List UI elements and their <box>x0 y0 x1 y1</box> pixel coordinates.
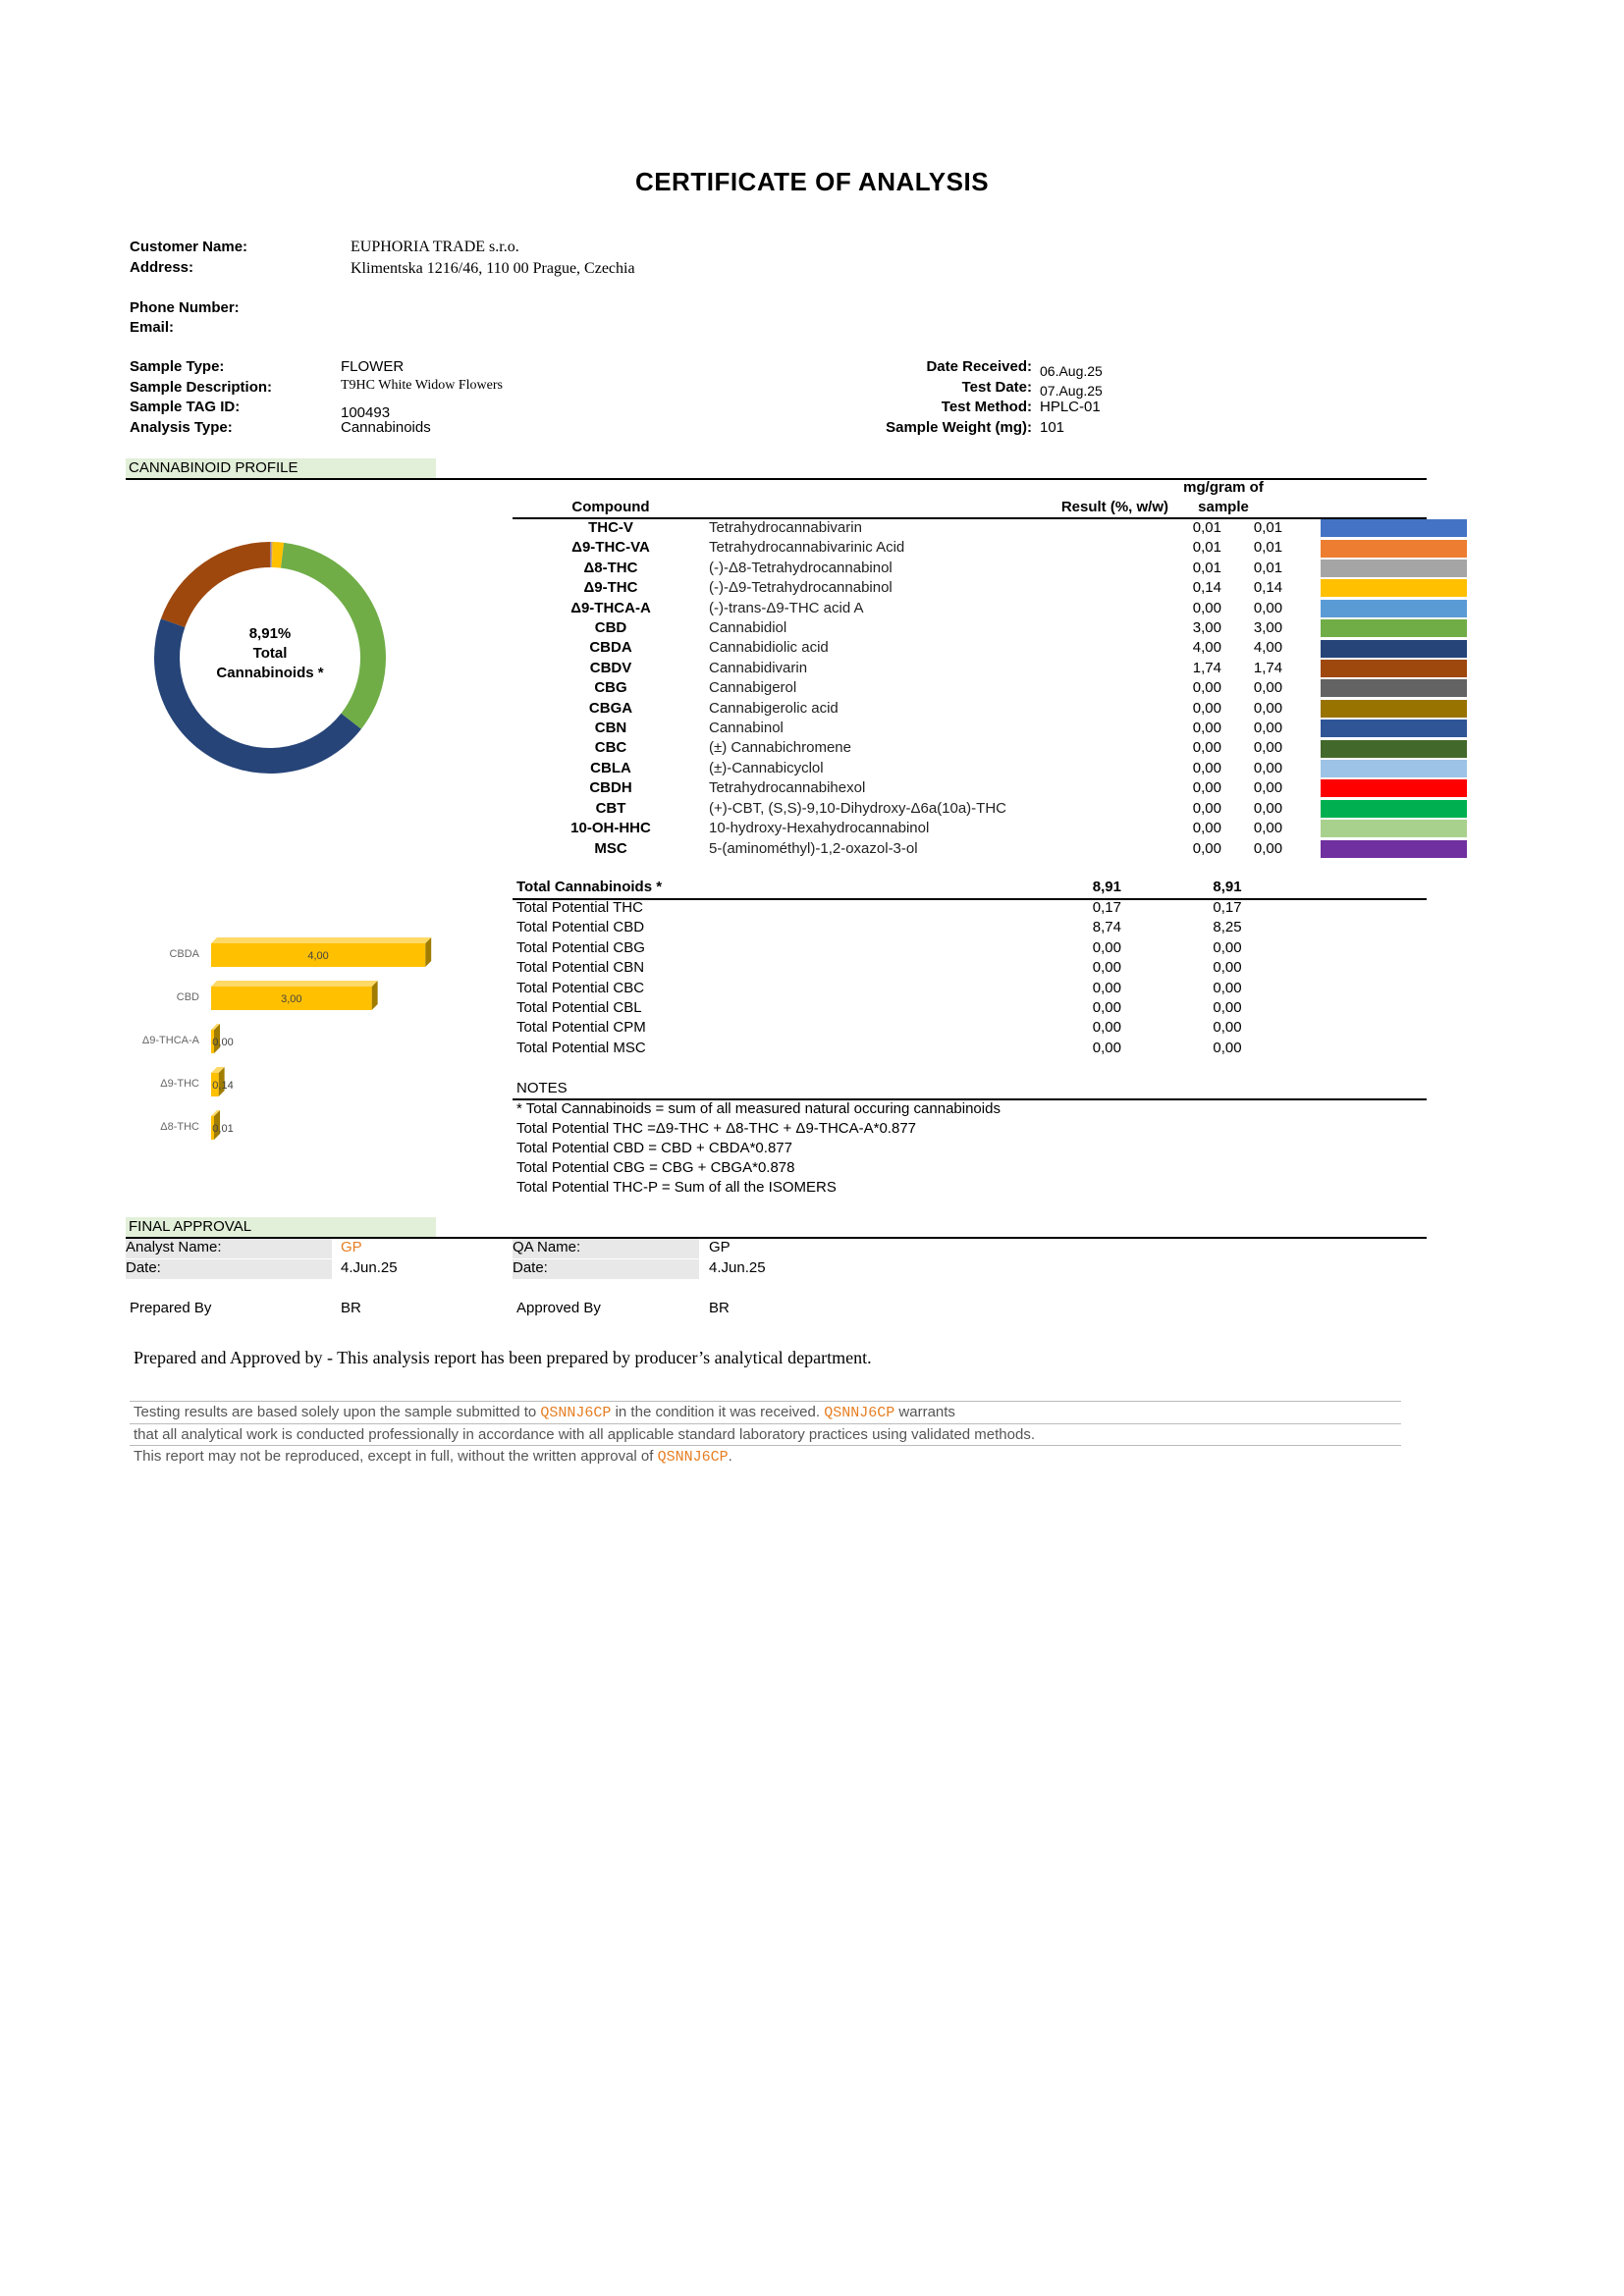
compound-row <box>513 659 1467 678</box>
compound-result: 0,00 <box>1192 839 1221 857</box>
compound-mg: 0,01 <box>1253 519 1283 536</box>
compound-result: 0,00 <box>1192 720 1221 737</box>
result-header: Result (%, w/w) <box>1060 499 1168 515</box>
test-date-label: Test Date: <box>961 379 1032 396</box>
compound-result: 1,74 <box>1192 659 1221 676</box>
compound-color-swatch <box>1315 719 1467 738</box>
compound-name: Tetrahydrocannabihexol <box>709 779 866 797</box>
potential-label: Total Potential CBC <box>516 979 645 996</box>
compound-result: 0,00 <box>1192 599 1221 616</box>
qa-name-label: QA Name: <box>513 1239 699 1258</box>
bar-category-label: CBD <box>176 991 199 1003</box>
potentials-list <box>516 898 1302 1058</box>
compound-name: Cannabigerolic acid <box>709 699 839 717</box>
compound-mg: 0,14 <box>1253 579 1283 597</box>
footer-brand-2: QSNNJ6CP <box>824 1405 895 1421</box>
compound-mg: 0,00 <box>1253 699 1283 717</box>
note-line: Total Potential THC =Δ9-THC + Δ8-THC + Δ9-THCA-A*0.877 <box>516 1120 916 1137</box>
compound-result: 0,00 <box>1192 799 1221 817</box>
potential-result: 8,74 <box>1092 919 1121 936</box>
prepared-by: BR <box>341 1300 361 1316</box>
compound-row <box>513 578 1467 598</box>
potential-row <box>516 998 1302 1018</box>
potential-row <box>516 918 1302 937</box>
compound-result: 0,00 <box>1192 820 1221 837</box>
email-label: Email: <box>130 319 175 336</box>
sample-weight: 101 <box>1040 419 1065 436</box>
footer-line-1-c: warrants <box>894 1404 955 1420</box>
potential-label: Total Potential CBN <box>516 959 645 977</box>
potential-row <box>516 958 1302 978</box>
potential-label: Total Potential MSC <box>516 1039 646 1056</box>
compound-color-swatch <box>1315 638 1467 658</box>
compound-name: (±)-Cannabicyclol <box>709 759 824 776</box>
sample-type: FLOWER <box>341 358 405 375</box>
footer-rule-bottom <box>130 1445 1401 1446</box>
bar-top <box>211 937 431 943</box>
sample-tag-label: Sample TAG ID: <box>130 399 241 415</box>
compound-mg: 0,01 <box>1253 559 1283 576</box>
donut-slice-CBDV <box>161 542 270 627</box>
footer <box>134 1402 1035 1468</box>
footer-line-3 <box>134 1446 1035 1468</box>
compound-row <box>513 599 1467 618</box>
potential-mg: 0,00 <box>1213 1039 1242 1056</box>
compound-header: Compound <box>571 499 650 515</box>
compound-row <box>513 738 1467 758</box>
note-line: * Total Cannabinoids = sum of all measured natural occuring cannabinoids <box>516 1100 1001 1117</box>
total-cannabinoids-label: Total Cannabinoids * <box>516 879 663 895</box>
analysis-type: Cannabinoids <box>341 419 431 436</box>
customer-name: EUPHORIA TRADE s.r.o. <box>351 239 519 255</box>
compound-name: (+)-CBT, (S,S)-9,10-Dihydroxy-Δ6a(10a)-THC <box>709 799 1006 817</box>
compound-color-swatch <box>1315 659 1467 678</box>
page-title: CERTIFICATE OF ANALYSIS <box>634 167 990 196</box>
footer-line-1-a: Testing results are based solely upon the sample submitted to <box>134 1404 541 1420</box>
compound-color-swatch <box>1315 599 1467 618</box>
compound-name: Cannabinol <box>709 720 784 737</box>
compound-color-swatch <box>1315 678 1467 698</box>
potential-result: 0,00 <box>1092 1039 1121 1056</box>
compound-row <box>513 699 1467 719</box>
total-mg: 8,91 <box>1213 879 1242 895</box>
footer-brand-1: QSNNJ6CP <box>540 1405 612 1421</box>
compound-code: CBDA <box>589 639 632 657</box>
compound-color-swatch <box>1315 799 1467 819</box>
compound-code: Δ9-THCA-A <box>570 599 651 616</box>
compound-result: 0,01 <box>1192 519 1221 536</box>
bar-value-label: 0,00 <box>212 1037 234 1048</box>
compound-row <box>513 719 1467 738</box>
potential-mg: 8,25 <box>1213 919 1242 936</box>
compound-name: Cannabigerol <box>709 679 797 697</box>
compound-name: 5-(aminométhyl)-1,2-oxazol-3-ol <box>709 839 918 857</box>
potential-row <box>516 938 1302 958</box>
compound-color-swatch <box>1315 778 1467 798</box>
qa-name: GP <box>709 1239 731 1255</box>
compound-name: Cannabidivarin <box>709 659 808 676</box>
analyst-name: GP <box>341 1239 362 1255</box>
compound-result: 0,01 <box>1192 539 1221 557</box>
footer-line-1-b: in the condition it was received. <box>611 1404 825 1420</box>
footer-line-3-b: . <box>728 1448 732 1465</box>
compound-result: 0,00 <box>1192 679 1221 697</box>
bar-value-label: 4,00 <box>307 950 329 962</box>
compound-color-swatch <box>1315 559 1467 578</box>
approved-by: BR <box>709 1300 730 1316</box>
customer-name-label: Customer Name: <box>130 239 248 255</box>
compound-name: Tetrahydrocannabivarinic Acid <box>709 539 905 557</box>
potential-result: 0,00 <box>1092 938 1121 956</box>
compound-mg: 3,00 <box>1253 619 1283 637</box>
bar-value-label: 0,01 <box>212 1123 234 1135</box>
compound-row <box>513 839 1467 859</box>
compound-code: CBDH <box>589 779 632 797</box>
compound-row <box>513 678 1467 698</box>
potential-label: Total Potential CBL <box>516 998 642 1016</box>
notes-header: NOTES <box>516 1080 568 1096</box>
footer-line-2: that all analytical work is conducted professionally in accordance with all applicable standard laboratory practices using validated methods. <box>134 1426 1036 1443</box>
potential-mg: 0,00 <box>1213 938 1242 956</box>
donut-center-line3: Cannabinoids * <box>216 665 324 681</box>
address: Klimentska 1216/46, 110 00 Prague, Czechia <box>351 260 635 277</box>
compound-color-swatch <box>1315 618 1467 638</box>
potential-result: 0,00 <box>1092 998 1121 1016</box>
compound-code: CBT <box>595 799 626 817</box>
footer-brand-3: QSNNJ6CP <box>657 1449 729 1466</box>
footer-line-3-a: This report may not be reproduced, except in full, without the written approval of <box>134 1448 658 1465</box>
compound-code: CBN <box>594 720 627 737</box>
note-line: Total Potential THC-P = Sum of all the ISOMERS <box>516 1179 837 1196</box>
compound-row <box>513 799 1467 819</box>
compound-code: CBDV <box>589 659 632 676</box>
footer-rule-mid <box>130 1423 1401 1424</box>
compound-name: (-)-Δ8-Tetrahydrocannabinol <box>709 559 893 576</box>
compound-color-swatch <box>1315 738 1467 758</box>
compound-color-swatch <box>1315 578 1467 598</box>
note-line: Total Potential CBG = CBG + CBGA*0.878 <box>516 1159 795 1176</box>
bar-category-label: Δ8-THC <box>160 1121 199 1133</box>
note-line: Total Potential CBD = CBD + CBDA*0.877 <box>516 1140 792 1156</box>
compound-mg: 0,00 <box>1253 720 1283 737</box>
analyst-name-label: Analyst Name: <box>126 1239 332 1258</box>
compound-code: CBG <box>594 679 627 697</box>
compound-mg: 0,00 <box>1253 820 1283 837</box>
compound-result: 4,00 <box>1192 639 1221 657</box>
test-date: 07.Aug.25 <box>1040 383 1103 399</box>
compound-name: (-)-Δ9-Tetrahydrocannabinol <box>709 579 893 597</box>
bar-category-label: Δ9-THC <box>160 1078 199 1090</box>
potential-mg: 0,00 <box>1213 959 1242 977</box>
final-approval-header: FINAL APPROVAL <box>126 1217 436 1238</box>
compound-row <box>513 778 1467 798</box>
date-received: 06.Aug.25 <box>1040 363 1103 379</box>
compound-color-swatch <box>1315 538 1467 558</box>
compound-row <box>513 559 1467 578</box>
qa-date: 4.Jun.25 <box>709 1259 766 1276</box>
compound-mg: 0,01 <box>1253 539 1283 557</box>
compound-code: CBD <box>594 619 627 637</box>
compound-name: 10-hydroxy-Hexahydrocannabinol <box>709 820 930 837</box>
address-label: Address: <box>130 259 194 276</box>
compound-code: THC-V <box>588 519 633 536</box>
mg-header-line1: mg/gram of <box>1183 479 1264 496</box>
donut-center-value: 8,91% <box>248 625 292 642</box>
compound-color-swatch <box>1315 518 1467 538</box>
potential-mg: 0,00 <box>1213 1019 1242 1037</box>
compound-mg: 0,00 <box>1253 799 1283 817</box>
compound-mg: 0,00 <box>1253 839 1283 857</box>
compound-name: Cannabidiol <box>709 619 787 637</box>
compound-result: 0,00 <box>1192 779 1221 797</box>
donut-center-line2: Total <box>252 645 288 662</box>
compound-code: CBLA <box>590 759 631 776</box>
compound-code: Δ9-THC <box>583 579 638 597</box>
potential-row <box>516 1018 1302 1038</box>
notes-list <box>516 1099 1001 1198</box>
phone-label: Phone Number: <box>130 299 240 316</box>
compound-row <box>513 618 1467 638</box>
compound-name: Cannabidiolic acid <box>709 639 829 657</box>
compound-result: 0,14 <box>1192 579 1221 597</box>
bar-category-label: CBDA <box>169 948 199 960</box>
potential-mg: 0,00 <box>1213 979 1242 996</box>
mg-header-line2: sample <box>1198 499 1249 515</box>
compound-row <box>513 638 1467 658</box>
sample-description: T9HC White Widow Flowers <box>341 378 503 393</box>
compound-name: (-)-trans-Δ9-THC acid A <box>709 599 864 616</box>
compound-mg: 0,00 <box>1253 679 1283 697</box>
compound-mg: 0,00 <box>1253 779 1283 797</box>
compound-code: CBC <box>594 739 627 757</box>
sample-weight-label: Sample Weight (mg): <box>886 419 1032 436</box>
donut-slice-CBD <box>281 543 386 729</box>
potential-row <box>516 1039 1302 1058</box>
compound-name: Tetrahydrocannabivarin <box>709 519 862 536</box>
compound-color-swatch <box>1315 699 1467 719</box>
potential-label: Total Potential CBG <box>516 938 645 956</box>
potential-result: 0,00 <box>1092 959 1121 977</box>
compound-code: MSC <box>594 839 627 857</box>
compound-code: Δ8-THC <box>583 559 638 576</box>
total-result: 8,91 <box>1092 879 1121 895</box>
prepared-by-label: Prepared By <box>130 1300 212 1316</box>
compound-result: 0,01 <box>1192 559 1221 576</box>
potential-result: 0,00 <box>1092 979 1121 996</box>
compound-mg: 0,00 <box>1253 759 1283 776</box>
compound-mg: 1,74 <box>1253 659 1283 676</box>
compound-row <box>513 538 1467 558</box>
compound-mg: 4,00 <box>1253 639 1283 657</box>
sample-description-label: Sample Description: <box>130 379 273 396</box>
analyst-date: 4.Jun.25 <box>341 1259 398 1276</box>
potential-result: 0,17 <box>1092 899 1121 916</box>
compound-row <box>513 518 1467 538</box>
analyst-date-label: Date: <box>126 1259 332 1279</box>
compound-mg: 0,00 <box>1253 599 1283 616</box>
potential-label: Total Potential THC <box>516 899 643 916</box>
bar-value-label: 3,00 <box>281 993 302 1005</box>
bar-top <box>211 981 378 987</box>
footer-line-1 <box>134 1402 1035 1424</box>
compound-mg: 0,00 <box>1253 739 1283 757</box>
compound-row <box>513 819 1467 838</box>
bar-value-label: 0,14 <box>212 1080 234 1092</box>
sample-tag: 100493 <box>341 404 391 421</box>
compound-color-swatch <box>1315 759 1467 778</box>
potential-row <box>516 898 1302 918</box>
compound-color-swatch <box>1315 819 1467 838</box>
approved-by-label: Approved By <box>516 1300 601 1316</box>
bar-category-label: Δ9-THCA-A <box>141 1035 199 1046</box>
compound-row <box>513 759 1467 778</box>
compound-table <box>513 518 1467 859</box>
potential-result: 0,00 <box>1092 1019 1121 1037</box>
date-received-label: Date Received: <box>926 358 1032 375</box>
potential-label: Total Potential CBD <box>516 919 645 936</box>
sample-type-label: Sample Type: <box>130 358 225 375</box>
analysis-type-label: Analysis Type: <box>130 419 233 436</box>
compound-name: (±) Cannabichromene <box>709 739 851 757</box>
compound-code: 10-OH-HHC <box>570 820 651 837</box>
cannabinoid-profile-header: CANNABINOID PROFILE <box>126 458 436 479</box>
potential-row <box>516 979 1302 998</box>
compound-code: Δ9-THC-VA <box>571 539 650 557</box>
compound-color-swatch <box>1315 839 1467 859</box>
compound-result: 0,00 <box>1192 759 1221 776</box>
qa-date-label: Date: <box>513 1259 699 1279</box>
cannabinoid-donut-chart <box>128 535 412 820</box>
cannabinoid-bar-chart <box>128 928 471 1148</box>
potential-label: Total Potential CPM <box>516 1019 646 1037</box>
test-method-label: Test Method: <box>941 399 1032 415</box>
compound-result: 0,00 <box>1192 739 1221 757</box>
potential-mg: 0,17 <box>1213 899 1242 916</box>
potential-mg: 0,00 <box>1213 998 1242 1016</box>
test-method: HPLC-01 <box>1040 399 1101 415</box>
compound-result: 3,00 <box>1192 619 1221 637</box>
compound-result: 0,00 <box>1192 699 1221 717</box>
compound-code: CBGA <box>588 699 633 717</box>
statement: Prepared and Approved by - This analysis report has been prepared by producer’s analytical department. <box>134 1348 872 1367</box>
